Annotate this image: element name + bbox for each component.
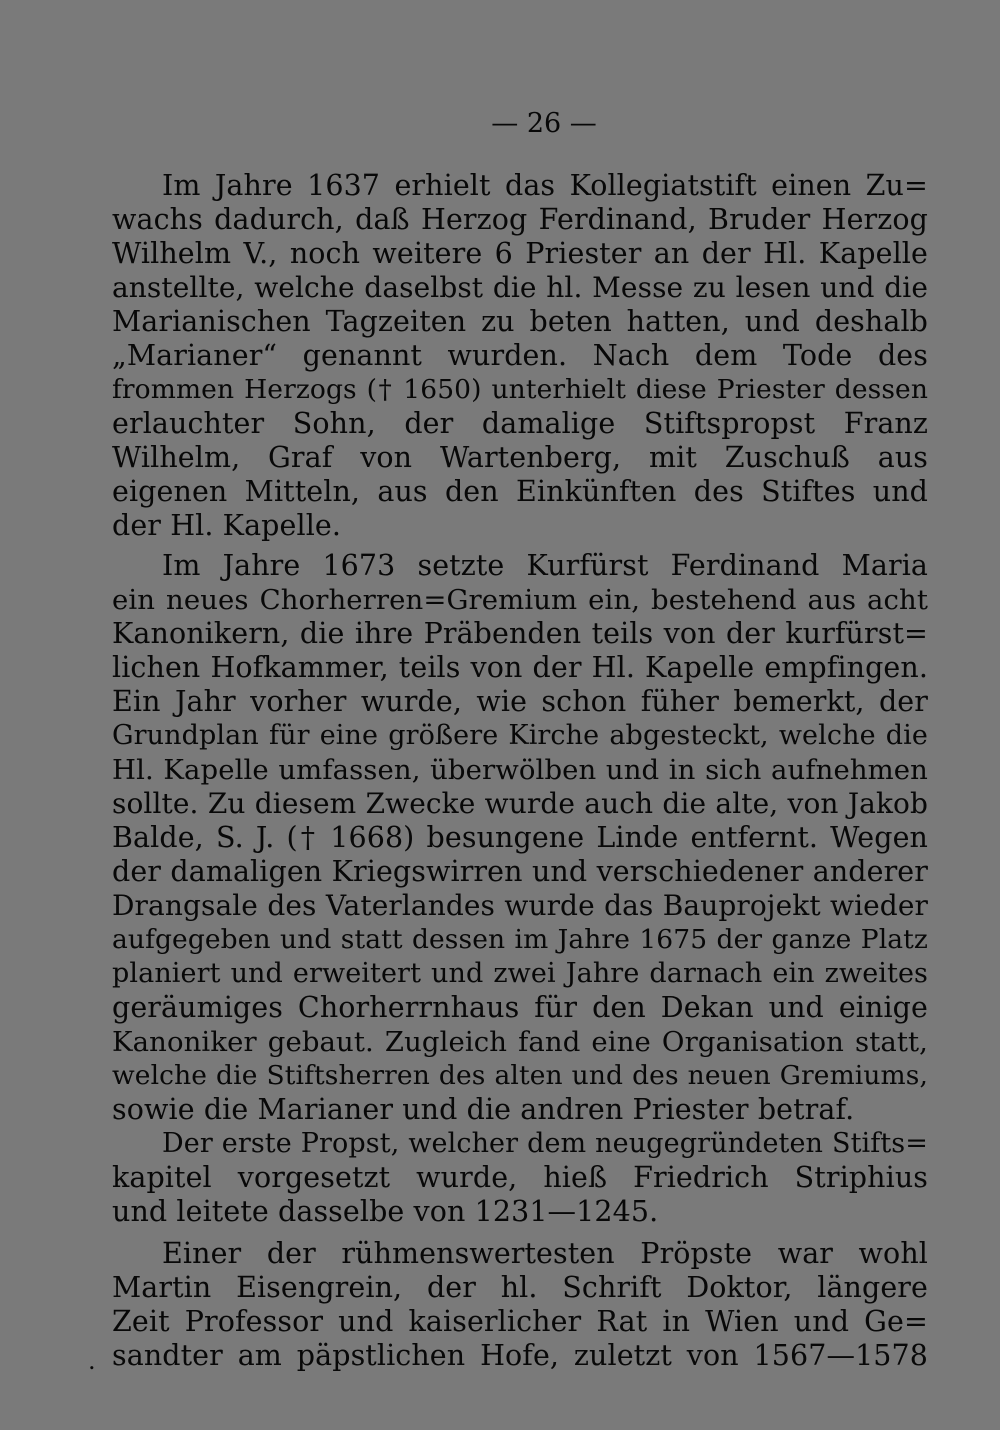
- text-line-2: wachs dadurch, daß Herzog Ferdinand, Bruder Herzog: [112, 203, 928, 236]
- text-line-5: Marianischen Tagzeiten zu beten hatten, und deshalb: [112, 305, 928, 338]
- text-line-21: der damaligen Kriegswirren und verschiedener anderer: [112, 855, 928, 888]
- text-line-3: Wilhelm V., noch weitere 6 Priester an der Hl. Kapelle: [112, 237, 928, 270]
- page-number: — 26 —: [491, 108, 597, 139]
- text-line-6: „Marianer“ genannt wurden. Nach dem Tode des: [112, 339, 928, 372]
- text-line-9: Wilhelm, Graf von Wartenberg, mit Zuschuß aus: [112, 441, 928, 474]
- text-line-23: aufgegeben und statt dessen im Jahre 1675 der ganze Platz: [112, 924, 928, 955]
- text-line-32: Einer der rühmenswertesten Pröpste war wohl: [162, 1237, 928, 1270]
- text-line-30: kapitel vorgesetzt wurde, hieß Friedrich Striphius: [112, 1161, 928, 1194]
- text-line-18: Hl. Kapelle umfassen, überwölben und in sich aufnehmen: [112, 754, 928, 786]
- text-line-8: erlauchter Sohn, der damalige Stiftspropst Franz: [112, 407, 928, 440]
- text-line-15: lichen Hofkammer, teils von der Hl. Kapelle empfingen.: [112, 651, 928, 684]
- text-line-24: planiert und erweitert und zwei Jahre darnach ein zweites: [112, 958, 928, 989]
- text-line-19: sollte. Zu diesem Zwecke wurde auch die alte, von Jakob: [112, 787, 928, 820]
- text-line-14: Kanonikern, die ihre Präbenden teils von der kurfürst=: [112, 617, 928, 650]
- text-line-33: Martin Eisengrein, der hl. Schrift Doktor, längere: [112, 1271, 928, 1304]
- text-line-1: Im Jahre 1637 erhielt das Kollegiatstift einen Zu=: [162, 169, 928, 202]
- text-line-34: Zeit Professor und kaiserlicher Rat in Wien und Ge=: [112, 1305, 928, 1338]
- text-line-20: Balde, S. J. († 1668) besungene Linde entfernt. Wegen: [112, 821, 928, 854]
- text-line-27: welche die Stiftsherren des alten und des neuen Gremiums,: [112, 1060, 928, 1091]
- text-line-29: Der erste Propst, welcher dem neugegründeten Stifts=: [162, 1128, 928, 1159]
- text-line-26: Kanoniker gebaut. Zugleich fand eine Organisation statt,: [112, 1026, 928, 1058]
- text-line-12: Im Jahre 1673 setzte Kurfürst Ferdinand Maria: [162, 549, 928, 582]
- text-line-4: anstellte, welche daselbst die hl. Messe zu lesen und die: [112, 271, 928, 304]
- stray-mark: .: [88, 1347, 96, 1375]
- text-line-16: Ein Jahr vorher wurde, wie schon füher bemerkt, der: [112, 685, 928, 718]
- text-line-7: frommen Herzogs († 1650) unterhielt diese Priester dessen: [112, 374, 928, 405]
- text-line-17: Grundplan für eine größere Kirche abgesteckt, welche die: [112, 720, 928, 751]
- text-line-35: sandter am päpstlichen Hofe, zuletzt von 1567—1578: [112, 1339, 928, 1372]
- text-line-11: der Hl. Kapelle.: [112, 509, 342, 542]
- text-line-31: und leitete dasselbe von 1231—1245.: [112, 1195, 659, 1228]
- text-line-28: sowie die Marianer und die andren Priester betraf.: [112, 1093, 855, 1126]
- text-line-13: ein neues Chorherren=Gremium ein, bestehend aus acht: [112, 584, 928, 616]
- text-line-10: eigenen Mitteln, aus den Einkünften des Stiftes und: [112, 475, 928, 508]
- text-line-25: geräumiges Chorherrnhaus für den Dekan und einige: [112, 991, 928, 1024]
- text-line-22: Drangsale des Vaterlandes wurde das Bauprojekt wieder: [112, 889, 928, 922]
